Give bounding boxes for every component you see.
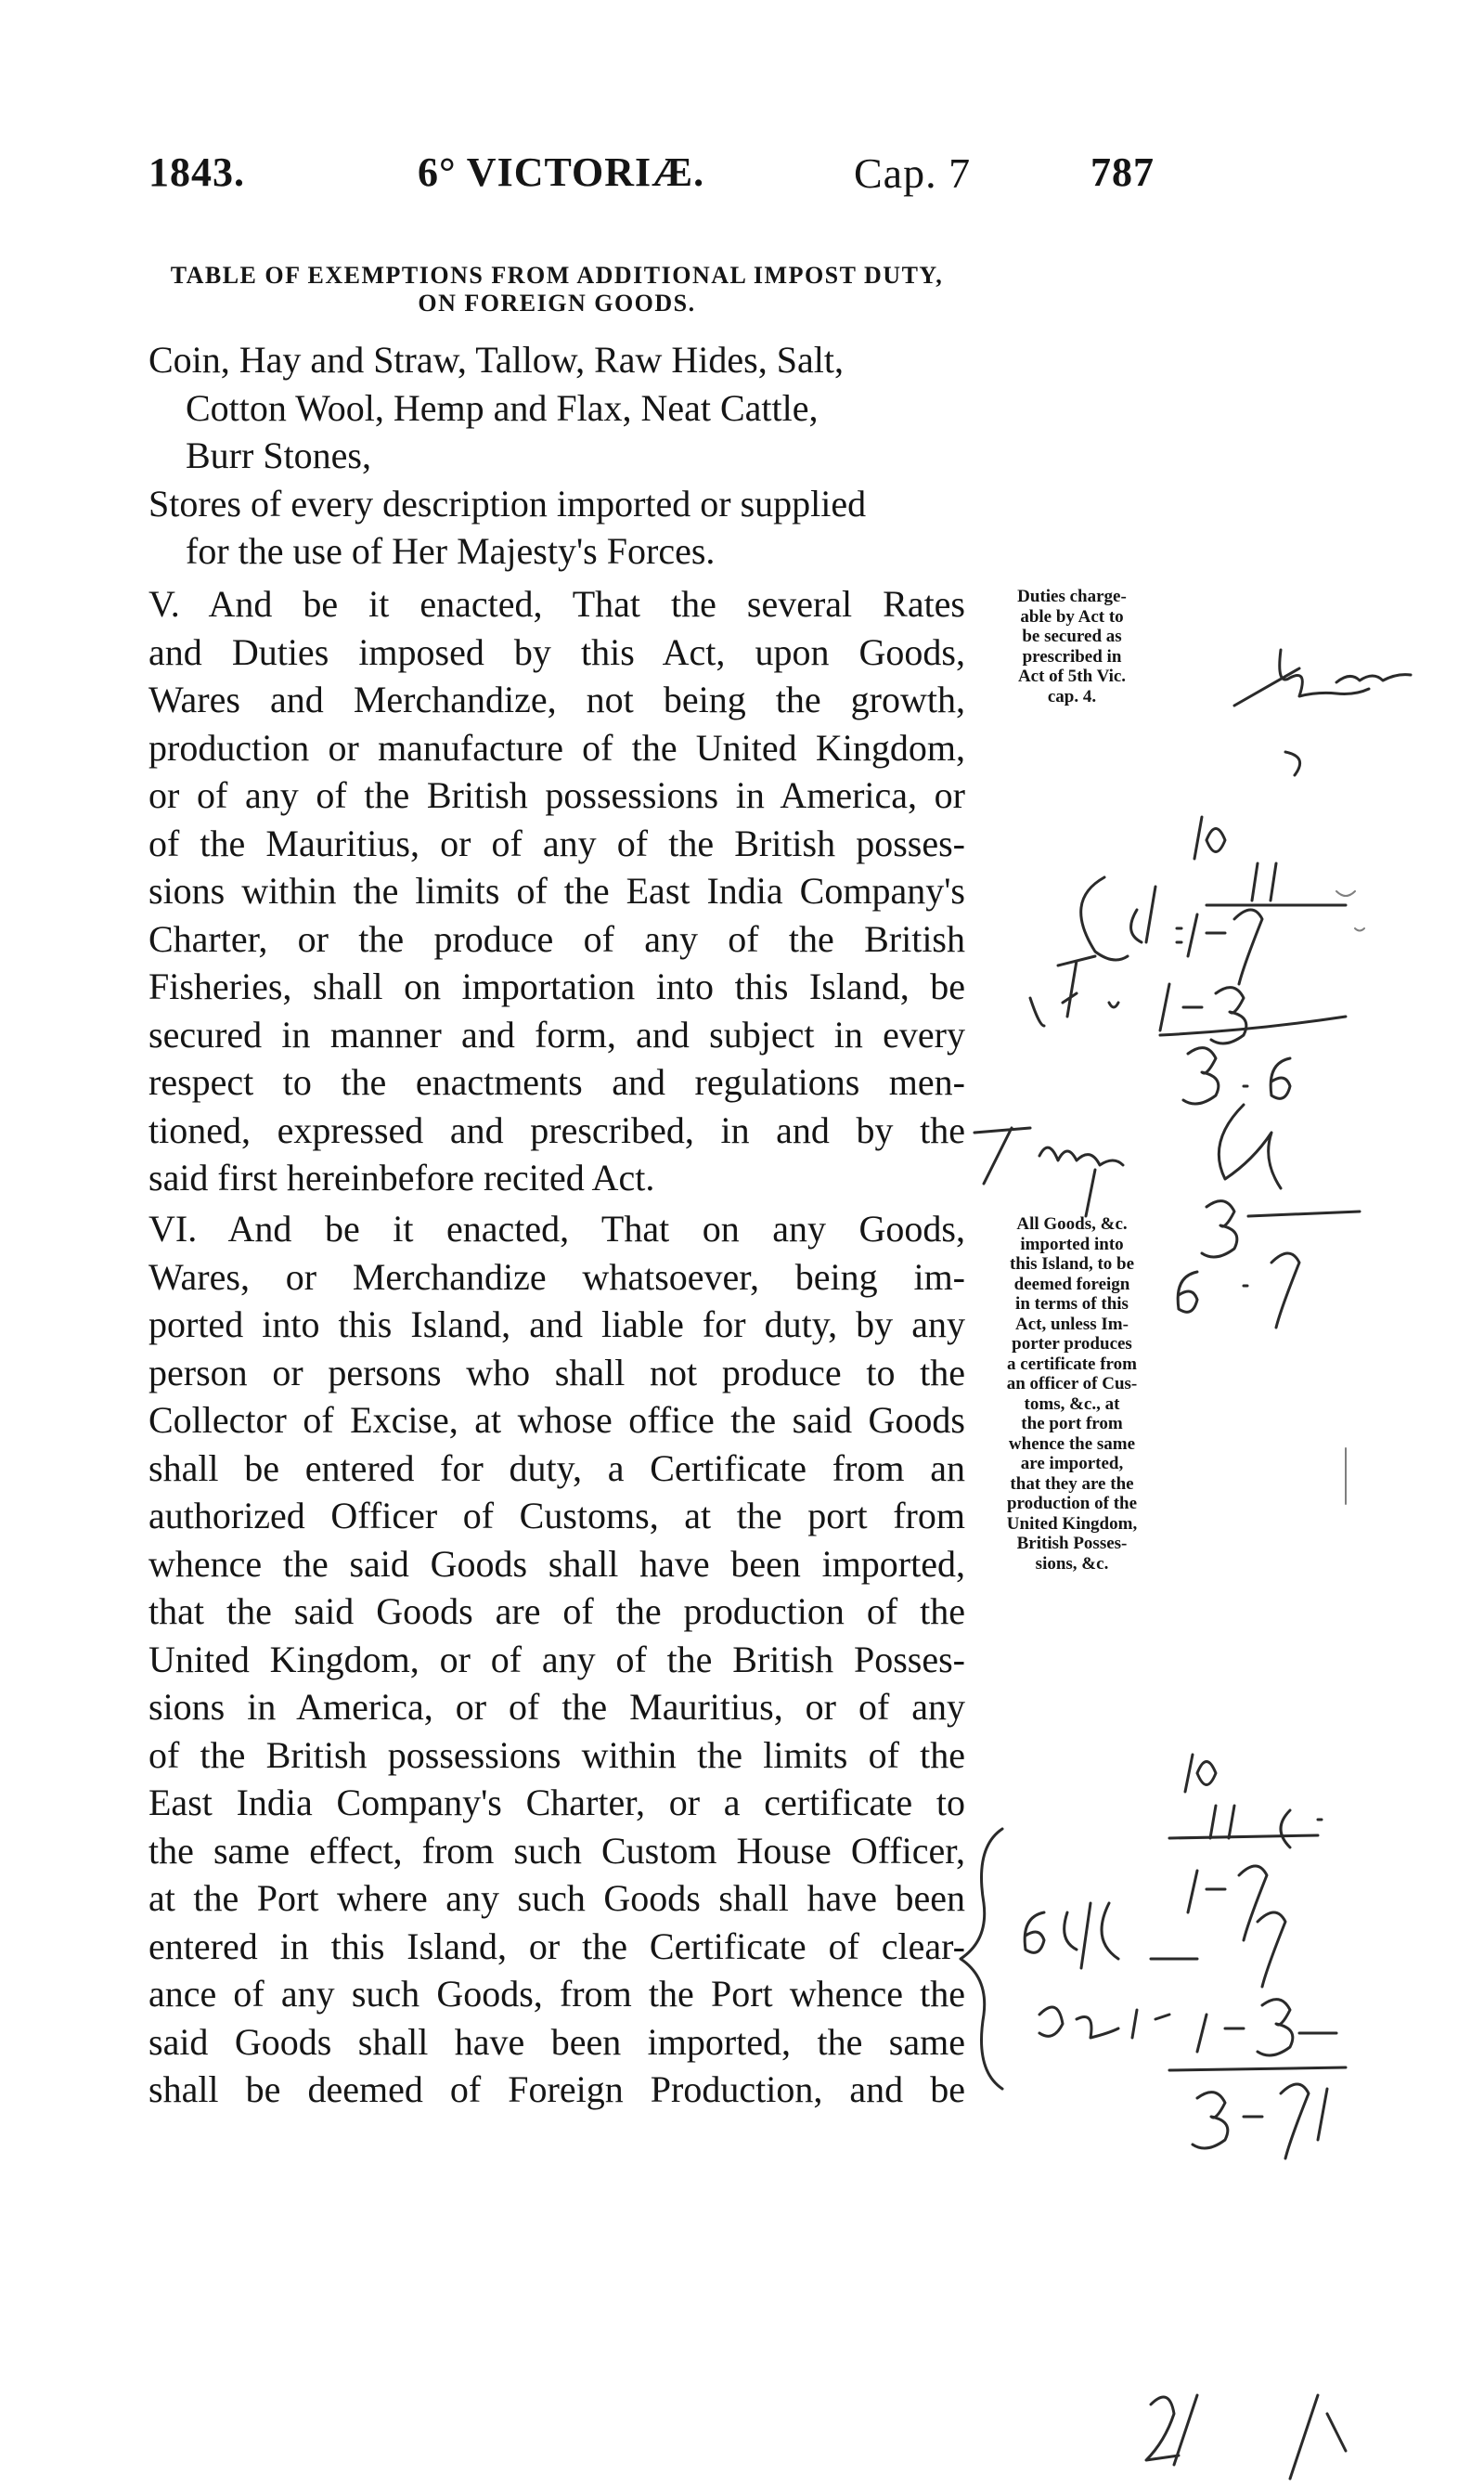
text-line: of the Mauritius, or of any of the British posses- bbox=[148, 822, 965, 864]
margin-note-line: are imported, bbox=[1020, 1454, 1124, 1473]
text-line: of the British possessions within the limits of the bbox=[148, 1733, 965, 1776]
margin-note-line: sions, &c. bbox=[1035, 1553, 1109, 1574]
text-line: shall be deemed of Foreign Production, and be bbox=[148, 2068, 965, 2110]
handwriting-stroke bbox=[1336, 891, 1364, 1504]
text-line: shall be entered for duty, a Certificate from an bbox=[148, 1446, 965, 1489]
text-line: sions within the limits of the East India Company's bbox=[148, 870, 965, 912]
margin-note-line: whence the same bbox=[1008, 1433, 1136, 1454]
handwriting-stroke bbox=[1039, 2007, 1169, 2038]
section-vi bbox=[148, 1205, 965, 2114]
handwriting-stroke bbox=[1252, 863, 1276, 901]
text-line: said Goods shall have been imported, the same bbox=[148, 2020, 965, 2063]
text-line: the same effect, from such Custom House Officer, bbox=[148, 1829, 965, 1872]
margin-note-line: toms, &c., at bbox=[1024, 1393, 1120, 1414]
list-item: Stores of every description imported or supplied bbox=[148, 482, 867, 525]
handwriting-stroke bbox=[1065, 1903, 1118, 1968]
margin-note-line: production of the bbox=[1006, 1494, 1138, 1513]
handwriting-stroke bbox=[1086, 1170, 1095, 1216]
handwriting-stroke bbox=[1219, 1105, 1281, 1188]
handwriting-stroke bbox=[1188, 1866, 1267, 1940]
handwriting-stroke bbox=[1244, 1058, 1290, 1098]
margin-note-line: cap. 4. bbox=[1047, 686, 1097, 706]
handwriting-stroke bbox=[1210, 1806, 1234, 1838]
handwriting-stroke bbox=[1131, 887, 1155, 942]
text-line: Wares, or Merchandize whatsoever, being im- bbox=[148, 1255, 965, 1298]
handwriting-stroke bbox=[1146, 2395, 1197, 2465]
text-line: authorized Officer of Customs, at the port from bbox=[148, 1495, 965, 1536]
text-line: production or manufacture of the United Kingdom, bbox=[148, 726, 965, 769]
handwriting-stroke bbox=[1185, 1755, 1216, 1792]
text-line: entered in this Island, or the Certificate of clear- bbox=[148, 1924, 965, 1967]
text-line: ance of any such Goods, from the Port whence the bbox=[148, 1973, 965, 2015]
text-line: tioned, expressed and prescribed, in and by the bbox=[148, 1108, 965, 1151]
handwriting-stroke bbox=[1281, 2084, 1327, 2158]
section-v bbox=[148, 580, 965, 1202]
handwriting-stroke bbox=[1336, 675, 1411, 682]
handwriting-stroke bbox=[1248, 1212, 1360, 1216]
handwriting-stroke bbox=[1177, 914, 1225, 956]
margin-note-line: this Island, to be bbox=[1009, 1254, 1135, 1274]
text-line: said first hereinbefore recited Act. bbox=[148, 1157, 655, 1199]
list-item: Cotton Wool, Hemp and Flax, Neat Cattle, bbox=[186, 386, 819, 429]
margin-note-line: Act of 5th Vic. bbox=[1017, 667, 1127, 686]
handwriting-stroke bbox=[974, 1128, 1123, 1184]
handwriting-stroke bbox=[1281, 1810, 1322, 1847]
handwriting-stroke bbox=[1081, 877, 1128, 960]
handwriting-stroke bbox=[1290, 2395, 1346, 2479]
margin-note-line: able by Act to bbox=[1020, 606, 1124, 627]
text-line: United Kingdom, or of any of the British Posses- bbox=[148, 1638, 965, 1680]
text-line: Fisheries, shall on importation into this Island, be bbox=[148, 965, 965, 1007]
table-title bbox=[148, 262, 965, 317]
handwriting-stroke bbox=[1234, 668, 1299, 706]
handwriting-stroke bbox=[961, 1829, 1002, 2089]
text-line: respect to the enactments and regulations men- bbox=[148, 1061, 965, 1103]
margin-note-line: a certificate from bbox=[1007, 1354, 1137, 1374]
handwriting-stroke bbox=[1193, 2093, 1262, 2148]
table-title-line: TABLE OF EXEMPTIONS FROM ADDITIONAL IMPOST DUTY, bbox=[170, 262, 944, 289]
header-year: 1843. bbox=[148, 149, 245, 195]
margin-note-line: that they are the bbox=[1010, 1473, 1134, 1494]
header-chapter: Cap. 7 bbox=[854, 149, 972, 197]
margin-note-line: imported into bbox=[1020, 1234, 1124, 1254]
margin-note-line: Act, unless Im- bbox=[1015, 1314, 1129, 1334]
handwriting-stroke bbox=[1030, 993, 1118, 1026]
text-line: ported into this Island, and liable for duty, by any bbox=[148, 1303, 965, 1345]
margin-note-line: the port from bbox=[1021, 1414, 1123, 1433]
header-reign: 6° VICTORIÆ. bbox=[418, 149, 705, 195]
running-header bbox=[148, 149, 1271, 214]
text-line: V. And be it enacted, That the several Rates bbox=[148, 583, 965, 625]
text-line: East India Company's Charter, or a certificate to bbox=[148, 1782, 965, 1823]
margin-note-line: deemed foreign bbox=[1013, 1274, 1130, 1294]
text-line: VI. And be it enacted, That on any Goods, bbox=[148, 1208, 965, 1250]
handwriting-stroke bbox=[1169, 2067, 1346, 2070]
handwriting-stroke bbox=[1271, 1253, 1299, 1328]
margin-note-line: British Posses- bbox=[1016, 1534, 1128, 1553]
margin-note-line: an officer of Cus- bbox=[1006, 1374, 1138, 1393]
list-item: Burr Stones, bbox=[186, 434, 371, 476]
text-line: whence the said Goods shall have been imported, bbox=[148, 1542, 965, 1585]
handwriting-stroke bbox=[1280, 650, 1369, 696]
text-line: secured in manner and form, and subject in every bbox=[148, 1013, 965, 1056]
handwriting-stroke bbox=[1160, 1017, 1346, 1035]
handwriting-stroke bbox=[1160, 984, 1246, 1043]
margin-note-line: Duties charge- bbox=[1017, 587, 1127, 606]
text-line: at the Port where any such Goods shall have been bbox=[148, 1877, 965, 1919]
handwriting-stroke bbox=[1234, 910, 1262, 984]
handwriting-stroke bbox=[1178, 1272, 1247, 1312]
text-line: and Duties imposed by this Act, upon Goods, bbox=[148, 630, 965, 673]
handwriting-stroke bbox=[1169, 1835, 1318, 1838]
margin-note-line: be secured as bbox=[1022, 627, 1122, 646]
margin-note-line: prescribed in bbox=[1022, 646, 1122, 667]
handwriting-stroke bbox=[1194, 817, 1225, 859]
handwriting-stroke bbox=[1285, 752, 1300, 775]
handwriting-stroke bbox=[1183, 1048, 1219, 1104]
text-line: sions in America, or of the Mauritius, or of any bbox=[148, 1686, 965, 1728]
text-line: or of any of the British possessions in America, or bbox=[148, 774, 965, 816]
handwriting-stroke bbox=[1202, 1201, 1237, 1257]
margin-note-section-vi bbox=[984, 1214, 1160, 1574]
margin-note-line: porter produces bbox=[1012, 1334, 1132, 1354]
text-line: Collector of Excise, at whose office the said Goods bbox=[148, 1399, 965, 1441]
handwriting-stroke bbox=[1151, 1912, 1285, 1987]
margin-note-section-v bbox=[984, 587, 1160, 706]
text-line: person or persons who shall not produce to the bbox=[148, 1351, 965, 1393]
margin-note-line: in terms of this bbox=[1015, 1294, 1129, 1314]
margin-note-line: All Goods, &c. bbox=[1016, 1214, 1128, 1234]
handwriting-stroke bbox=[1025, 1912, 1044, 1952]
text-line: that the said Goods are of the production of the bbox=[148, 1590, 965, 1632]
list-item: for the use of Her Majesty's Forces. bbox=[186, 530, 716, 572]
handwriting-stroke bbox=[1058, 956, 1095, 1017]
handwriting-stroke bbox=[1197, 2000, 1336, 2055]
margin-note-line: United Kingdom, bbox=[1006, 1513, 1138, 1534]
list-item: Coin, Hay and Straw, Tallow, Raw Hides, Salt, bbox=[148, 339, 844, 381]
table-title-line: ON FOREIGN GOODS. bbox=[418, 290, 696, 317]
text-line: Wares and Merchandize, not being the growth, bbox=[148, 679, 965, 720]
text-line: Charter, or the produce of any of the British bbox=[148, 917, 965, 960]
exemptions-list bbox=[148, 336, 965, 576]
header-page-number: 787 bbox=[1090, 149, 1155, 195]
